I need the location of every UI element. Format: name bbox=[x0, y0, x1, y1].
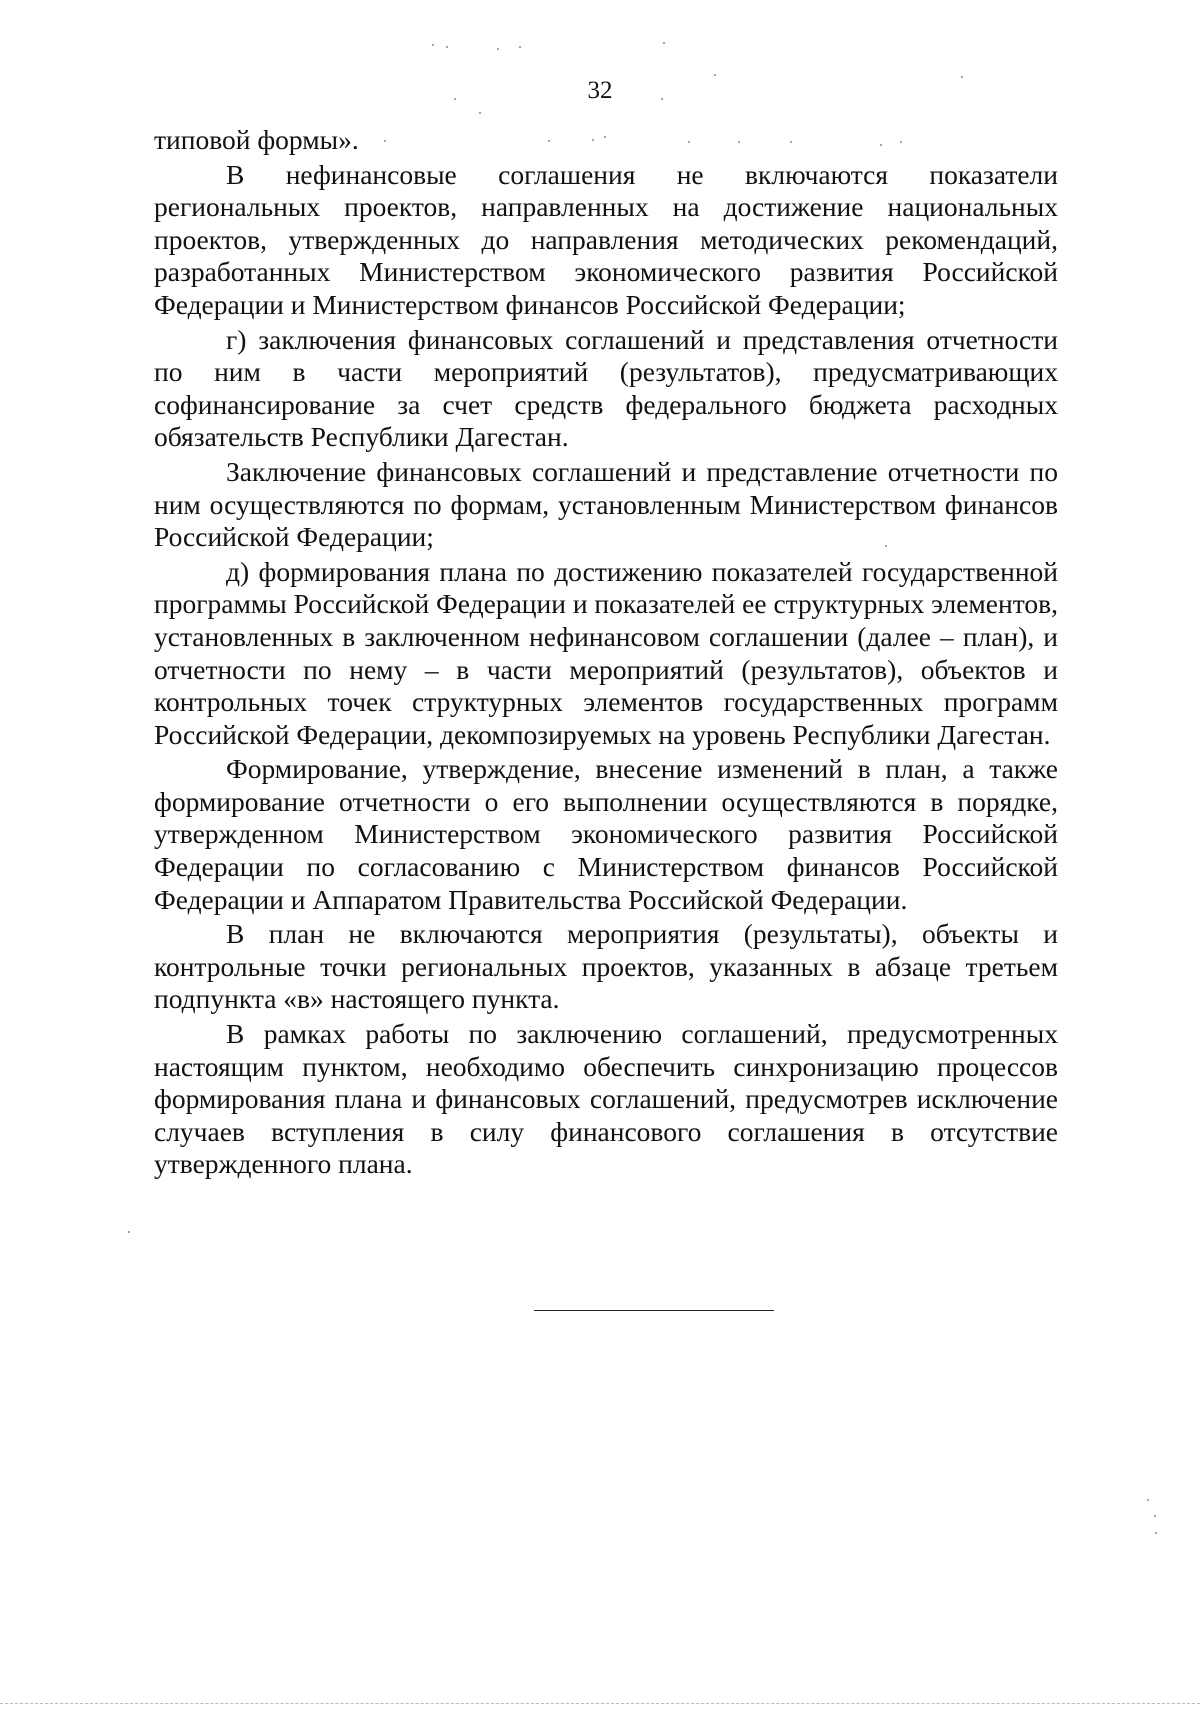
paragraph-nonfinancial-agreements: В нефинансовые соглашения не включаются показатели региональных проектов, направленных на достижение национальных проектов, утвержденных до направления методических рекомендаций, разработанных Министерством экономического развития Российской Федерации и Министерством финансов Российской Федерации; bbox=[154, 158, 1058, 320]
scan-speckle bbox=[1155, 1532, 1157, 1534]
scan-speckle bbox=[497, 48, 499, 50]
scan-speckle bbox=[519, 46, 521, 48]
scan-speckle bbox=[663, 42, 665, 44]
paragraph-item-g: г) заключения финансовых соглашений и представления отчетности по ним в части мероприятий (результатов), предусматривающих софинансирование за счет средств федерального бюджета расходных обязательств Республики Дагестан. bbox=[154, 323, 1058, 453]
paragraph-plan-formation: Формирование, утверждение, внесение изменений в план, а также формирование отчетности о его выполнении осуществляются в порядке, утвержденном Министерством экономического развития Российской Федерации по согласованию с Министерством финансов Российской Федерации и Аппаратом Правительства Российской Федерации. bbox=[154, 753, 1058, 915]
paragraph-item-d: д) формирования плана по достижению показателей государственной программы Российской Федерации и показателей ее структурных элементов, установленных в заключенном нефинансовом соглашении (далее – план), и отчетности по нему – в части мероприятий (результатов), объектов и контрольных точек структурных элементов государственных программ Российской Федерации, декомпозируемых на уровень Республики Дагестан. bbox=[154, 555, 1058, 750]
paragraph-synchronization: В рамках работы по заключению соглашений, предусмотренных настоящим пунктом, необходимо обеспечить синхронизацию процессов формирования плана и финансовых соглашений, предусмотрев исключение случаев вступления в силу финансового соглашения в отсутствие утвержденного плана. bbox=[154, 1018, 1058, 1180]
scan-speckle bbox=[454, 98, 456, 100]
scan-speckle bbox=[714, 74, 716, 76]
page-number: 32 bbox=[587, 77, 613, 104]
scan-speckle bbox=[790, 141, 792, 143]
scan-speckle bbox=[1154, 1515, 1156, 1517]
paragraph-plan-exclusions: В план не включаются мероприятия (результаты), объекты и контрольные точки региональных проектов, указанных в абзаце третьем подпункта «в» настоящего пункта. bbox=[154, 918, 1058, 1015]
scan-speckle bbox=[880, 144, 882, 146]
scan-bottom-edge bbox=[0, 1703, 1200, 1704]
scan-speckle bbox=[446, 46, 448, 48]
scan-speckle bbox=[738, 141, 740, 143]
scan-speckle bbox=[900, 141, 902, 143]
scan-speckle bbox=[384, 140, 386, 142]
scan-speckle bbox=[592, 139, 594, 141]
scan-speckle bbox=[1147, 1499, 1149, 1501]
end-of-text-rule bbox=[534, 1310, 774, 1311]
paragraph-financial-agreements-forms: Заключение финансовых соглашений и представление отчетности по ним осуществляются по формам, установленным Министерством финансов Российской Федерации; bbox=[154, 455, 1058, 553]
scan-speckle bbox=[885, 545, 887, 547]
scan-speckle bbox=[128, 1231, 130, 1233]
scan-speckle bbox=[604, 136, 606, 138]
scan-speckle bbox=[479, 112, 481, 114]
scan-speckle bbox=[688, 141, 690, 143]
scan-speckle bbox=[961, 76, 963, 78]
scan-speckle bbox=[548, 140, 550, 142]
scan-speckle bbox=[661, 98, 663, 100]
scan-speckle bbox=[432, 44, 434, 46]
paragraph-continuation: типовой формы». bbox=[154, 124, 359, 155]
document-body bbox=[154, 124, 1058, 1183]
